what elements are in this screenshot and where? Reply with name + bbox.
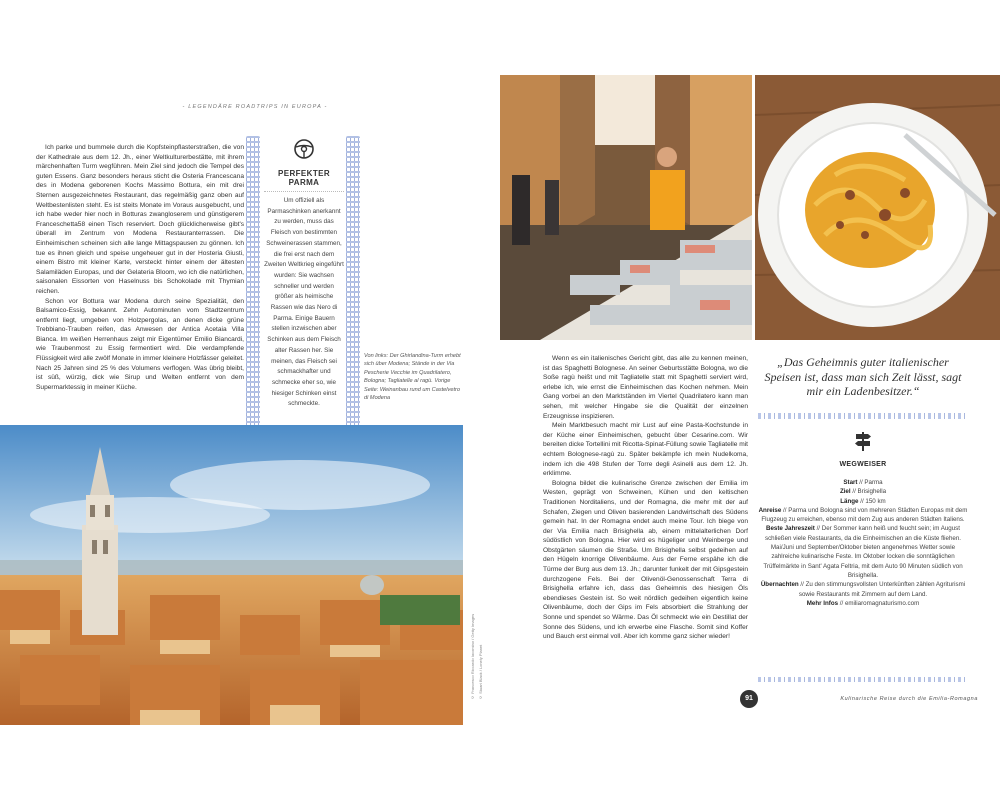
- ornament-band: [758, 413, 968, 419]
- wegweiser-row: [758, 497, 968, 506]
- row-text: // emiliaromagnaturismo.com: [839, 599, 920, 607]
- row-label: Beste Jahreszeit: [766, 525, 815, 533]
- wegweiser-details: [758, 478, 968, 608]
- ornament-strip-left: [246, 136, 260, 444]
- ornament-strip-right: [346, 136, 360, 444]
- steering-wheel-icon: [293, 138, 315, 160]
- row-text: // Parma und Bologna sind von mehreren Städten Europas mit dem Flugzeug zu erreichen, ebenso mit dem Zug aus anderen Städten Italiens.: [761, 506, 968, 524]
- wegweiser-row: [758, 487, 968, 496]
- sidebar-perfekter-parma: [264, 138, 344, 410]
- sidebar-title: PERFEKTER PARMA: [277, 169, 331, 187]
- pull-quote: „Das Geheimnis guter italienischer Speisen ist, dass man sich Zeit lässt, sagt mir ein Ladenbesitzer.“: [764, 355, 962, 398]
- row-text: // Brisighella: [852, 488, 887, 496]
- paragraph: Bologna bildet die kulinarische Grenze zwischen der Emilia im Westen, geprägt von Schweinen, Kühen und den keltischen Traditionen Norditaliens, und der Romagna, die mehr mit der auf Schafen, Ziegen und Oliven basierenden Landwirtschaft des Südens gemein hat. In der Romagna endet auch meine Tour. Ich biege von der Via Emilia nach Brisighella ab, einem mittelalterlichen Dorf südöstlich von Bologna. Hier wird es hügeliger und Weinberge und Obstgärten säumen die Straße. Um Brisighella selbst gedeihen auf den Hügeln knorrige Olivenbäume. Aus der Ferne erspähe ich die Türme der Burg aus dem 13. Jh.; darunter funkelt der mit Gipsgestein durchzogene Fels. Bei der Olivenöl-Genossenschaft Terra di Brisighella erfahre ich, dass das Geheimnis des hiesigen Öls ebendieses Gestein ist. So weit nördlich gedeihen eigentlich keine Olivenbäume, doch der Gips im Fels absorbiert die Strahlung der Sonne und spendet so Wärme. Das Öl schmeckt wie ein Destillat der Sonne des Südens, und ich erwerbe eine Flasche. Somit sind Koffer und Bauch erst einmal voll. Aber ich komme ganz sicher wieder!: [543, 479, 748, 641]
- row-label: Länge: [840, 497, 859, 505]
- paragraph: Wenn es ein italienisches Gericht gibt, das alle zu kennen meinen, ist das Spaghetti Bolognese. An seiner Geburtsstätte Bologna, wo die Soße ragù heißt und mit Tagliatelle statt mit Spaghetti serviert wird, erlebe ich, wie ernst die Einheimischen das Kochen nehmen. Mein Gang vorbei an den Marktständen im Viertel Quadrilatero kann man sehen, mit welcher Hingabe sie die Qualität der einzelnen Erzeugnisse inspizieren.: [543, 355, 748, 420]
- wegweiser-row: [758, 524, 968, 580]
- footer-title: Kulinarische Reise durch die Emilia-Romagna: [840, 696, 978, 702]
- row-label: Anreise: [758, 506, 782, 514]
- wegweiser-row: [758, 478, 968, 487]
- sidebar-body: Um offiziell als Parmaschinken anerkannt zu werden, muss das Fleisch von bestimmten Schweinerassen stammen, die frei erst nach dem Zweiten Weltkrieg eingeführt wurden: Sie wachsen schneller und werden größer als heimische Rassen wie das Nero di Parma. Einige Bauern stellen inzwischen aber Schinken aus dem Fleisch alter Rassen her. Sie meinen, das Fleisch sei schmackhafter und schmecke eher so, wie hiesiger Schinken einst schmeckte.: [264, 197, 344, 408]
- row-label: Übernachten: [760, 581, 799, 589]
- photo-credit: © Stuart Black / Lonely Planet: [478, 644, 483, 700]
- running-head: - LEGENDÄRE ROADTRIPS IN EUROPA -: [182, 104, 328, 110]
- ornament-band: [758, 677, 968, 682]
- row-label: Ziel: [839, 488, 851, 496]
- left-body-column: [36, 143, 244, 392]
- photo-caption: Von links: Der Ghirlandina-Turm erhebt sich über Modena; Stände in der Via Pescherie Vecchie im Quadrilatero, Bologna; Tagliatelle al ragù. Vorige Seite: Weinanbau rund um Castelvetro di Modena: [364, 353, 461, 402]
- paragraph: Mein Marktbesuch macht mir Lust auf eine Pasta-Kochstunde in der Küche einer Einheimischen, gebucht über Cesarine.com. Wir bereiten dicke Tortellini mit Ricotta-Spinat-Füllung sowie Tagliatelle mit echtem Bolognese-ragù zu. Später bekämpfe ich mein Nudelkoma, indem ich die 498 Stufen der Torre degli Asinelli aus dem 12. Jh. erklimme.: [543, 422, 748, 478]
- bologna-market-photo: [500, 75, 752, 340]
- divider: [264, 191, 344, 193]
- paragraph: Schon vor Bottura war Modena durch seine Spezialität, den Balsamico-Essig, bekannt. Zehn Autominuten vom Stadtzentrum entfernt liegt, umgeben von Holzpergolas, an denen dicke grüne Trebbiano-Trauben reifen, das Anwesen der Antica Acetaia Villa Bianca. Im weißen Herrenhaus zeigt mir Eigentümer Emilio Biancardi, wie Traubenmost zu Essig fermentiert wird. Die verdampfende Flüssigkeit wird alle zwölf Monate in immer kleinere Holzfässer geleitet. Nach 25 Jahren sind 25 % des Volumens verflogen. Was übrig bleibt, ist süß, würzig, dick wie Sirup und Welten entfernt von dem Supermarktessig in meiner Küche.: [36, 297, 244, 391]
- photo-credit: © Francesco Riccardo Iacomino / Getty Images: [470, 613, 475, 700]
- row-text: // Der Sommer kann heiß und feucht sein; im August schließen viele Restaurants, da die Einheimischen an die Küste fliehen. Mai/Juni und September/Oktober bieten angenehmes Wetter sowie zahlreiche kulinarische Feste. Im Oktober locken die sonntäglichen Trüffelmärkte in Sant' Agata Feltria, mit dem Auto 90 Minuten südlich von Brisighella.: [763, 525, 963, 579]
- modena-cityscape-photo: [0, 425, 463, 725]
- row-text: // Zu den stimmungsvollsten Unterkünften zählen Agriturismi sowie Restaurants mit Zimmern auf dem Land.: [798, 581, 966, 598]
- wegweiser-row: [758, 580, 968, 599]
- wegweiser-row: [758, 599, 968, 608]
- right-body-column: [543, 354, 748, 642]
- paragraph: Ich parke und bummele durch die Kopfsteinpflasterstraßen, die von der Kathedrale aus dem 12. Jh., einer Weltkulturerbestätte, mit ihrem märchenhaften Turm wegführen. Mein Ziel sind jedoch die Tempel des guten Essens. Ganz besonders heraus sticht die Osteria Francescana des in Modena geborenen Kochs Massimo Bottura, ein mit drei Sternen ausgezeichnetes Restaurant, das regelmäßig ganz oben auf Weltbestenlisten steht. Es ist steits Monate im Voraus ausgebucht, und ich habe weder hier noch in Botturas zwangloserem und günstigerem Franceschetta58 einen Tisch reserviert. Doch glücklicherweise gibt's überall im Zentrum von Modena Restauranterrassen. Die Einheimischen scheinen sich alle lange Mittagspausen zu gönnen. Ich tue es ihnen gleich und speise ungeheuer gut in der Hosteria Giusti, einem Bistro mit kleiner Karte, versteckt hinter einem der ältesten Salamiläden Europas, und der Gelateria Bloom, wo ich die natürlichen, saisonalen Eissorten von Haselnuss bis Schokolade mit Thymian reichen.: [36, 144, 244, 295]
- row-text: // 150 km: [860, 497, 886, 505]
- wegweiser-row: [758, 506, 968, 525]
- row-label: Mehr Infos: [806, 599, 839, 607]
- signpost-icon: [853, 430, 873, 452]
- page-number: 91: [740, 690, 758, 708]
- wegweiser-box: [758, 430, 968, 608]
- wegweiser-title: WEGWEISER: [839, 461, 887, 468]
- tagliatelle-ragu-photo: [755, 75, 1000, 340]
- row-label: Start: [843, 479, 858, 486]
- row-text: // Parma: [859, 479, 883, 486]
